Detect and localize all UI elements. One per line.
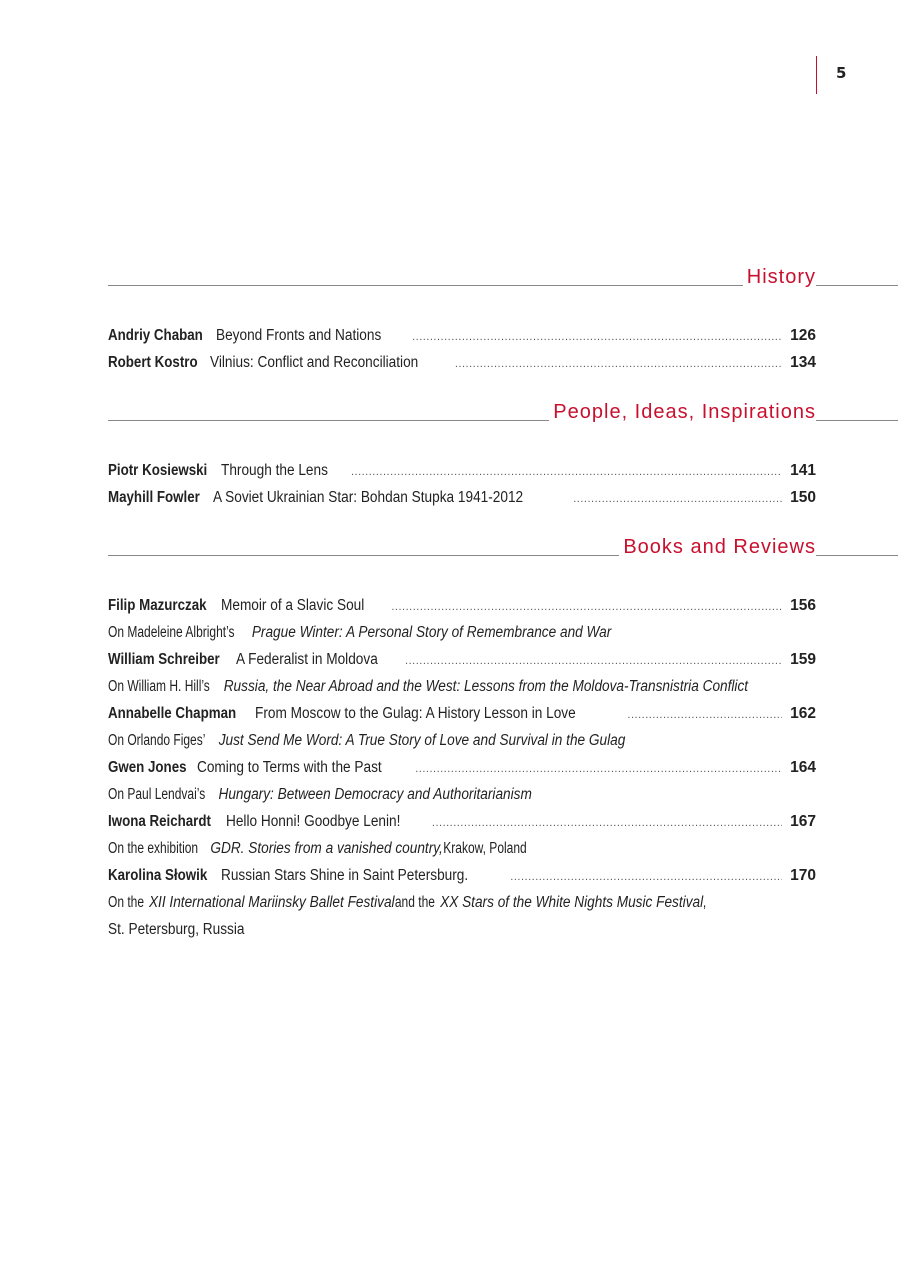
entry-page: 141 bbox=[790, 462, 816, 479]
toc-entry[interactable] bbox=[108, 349, 816, 376]
section-title: Books and Reviews bbox=[619, 536, 816, 558]
entry-title: A Soviet Ukrainian Star: Bohdan Stupka 1941-2012 bbox=[212, 489, 523, 506]
toc-entry[interactable] bbox=[108, 700, 816, 727]
entry-author: Gwen Jones bbox=[108, 759, 187, 776]
entry-author: Karolina Słowik bbox=[108, 867, 208, 884]
entry-title: A Federalist in Moldova bbox=[235, 651, 378, 668]
entry-page: 134 bbox=[790, 354, 816, 371]
section-title: History bbox=[743, 266, 816, 288]
entry-title: From Moscow to the Gulag: A History Lesson in Love bbox=[255, 705, 576, 722]
entry-author: Filip Mazurczak bbox=[108, 597, 207, 614]
section-history bbox=[108, 266, 816, 376]
entry-author: Andriy Chaban bbox=[108, 327, 203, 344]
entry-author: Annabelle Chapman bbox=[108, 705, 237, 722]
toc-entry[interactable] bbox=[108, 862, 816, 889]
entry-page: 126 bbox=[790, 327, 816, 344]
entry-author: Piotr Kosiewski bbox=[108, 462, 208, 479]
entry-page: 159 bbox=[790, 651, 816, 668]
page-number-rule bbox=[816, 56, 817, 94]
entry-author: William Schreiber bbox=[108, 651, 220, 668]
entry-subtitle: On Paul Lendvai’sHungary: Between Democracy and Authoritarianism bbox=[108, 786, 532, 803]
entry-page: 156 bbox=[790, 597, 816, 614]
toc-entry[interactable] bbox=[108, 754, 816, 781]
toc-entry[interactable] bbox=[108, 457, 816, 484]
entry-page: 150 bbox=[790, 489, 816, 506]
section-header bbox=[108, 536, 816, 564]
dot-leader bbox=[510, 864, 782, 891]
entry-title: Vilnius: Conflict and Reconciliation bbox=[210, 354, 419, 371]
entry-title: Coming to Terms with the Past bbox=[197, 759, 383, 776]
entry-author: Robert Kostro bbox=[108, 354, 198, 371]
entry-author: Iwona Reichardt bbox=[108, 813, 211, 830]
entry-page: 167 bbox=[790, 813, 816, 830]
entry-page: 162 bbox=[790, 705, 816, 722]
entry-title: Through the Lens bbox=[221, 462, 329, 479]
entry-page: 170 bbox=[790, 867, 816, 884]
toc-entry[interactable] bbox=[108, 322, 816, 349]
page-number: 5 bbox=[836, 64, 847, 82]
toc-entry[interactable] bbox=[108, 646, 816, 673]
dot-leader bbox=[405, 648, 782, 675]
toc-entry[interactable] bbox=[108, 808, 816, 835]
entry-title: Russian Stars Shine in Saint Petersburg. bbox=[221, 867, 469, 884]
entry-subtitle: On the exhibitionGDR. Stories from a vanished country,Krakow, Poland bbox=[108, 840, 527, 857]
toc-entry[interactable] bbox=[108, 592, 816, 619]
entry-subtitle: On Orlando Figes’Just Send Me Word: A True Story of Love and Survival in the Gulag bbox=[108, 732, 626, 749]
entry-page: 164 bbox=[790, 759, 816, 776]
entry-subtitle: On theXII International Mariinsky Ballet Festivaland theXX Stars of the White Nights Music Festival, bbox=[108, 894, 707, 911]
section-header bbox=[108, 401, 816, 429]
section-books-reviews bbox=[108, 536, 816, 943]
dot-leader bbox=[573, 486, 782, 513]
section-people-ideas bbox=[108, 401, 816, 511]
entry-author: Mayhill Fowler bbox=[108, 489, 200, 506]
entry-subtitle: On William H. Hill’sRussia, the Near Abroad and the West: Lessons from the Moldova-Transnistria Conflict bbox=[108, 678, 749, 695]
section-header bbox=[108, 266, 816, 294]
dot-leader bbox=[455, 351, 782, 378]
dot-leader bbox=[627, 702, 782, 729]
entry-title: Beyond Fronts and Nations bbox=[216, 327, 382, 344]
entry-title: Memoir of a Slavic Soul bbox=[220, 597, 364, 614]
dot-leader bbox=[415, 756, 782, 783]
entry-subtitle-line2: St. Petersburg, Russia bbox=[108, 921, 245, 938]
entry-title: Hello Honni! Goodbye Lenin! bbox=[225, 813, 401, 830]
entry-subtitle: On Madeleine Albright’sPrague Winter: A Personal Story of Remembrance and War bbox=[108, 624, 612, 641]
toc-entry[interactable] bbox=[108, 484, 816, 511]
dot-leader bbox=[351, 459, 782, 486]
dot-leader bbox=[412, 324, 782, 351]
dot-leader bbox=[391, 594, 782, 621]
dot-leader bbox=[432, 810, 782, 837]
section-title: People, Ideas, Inspirations bbox=[549, 401, 816, 423]
